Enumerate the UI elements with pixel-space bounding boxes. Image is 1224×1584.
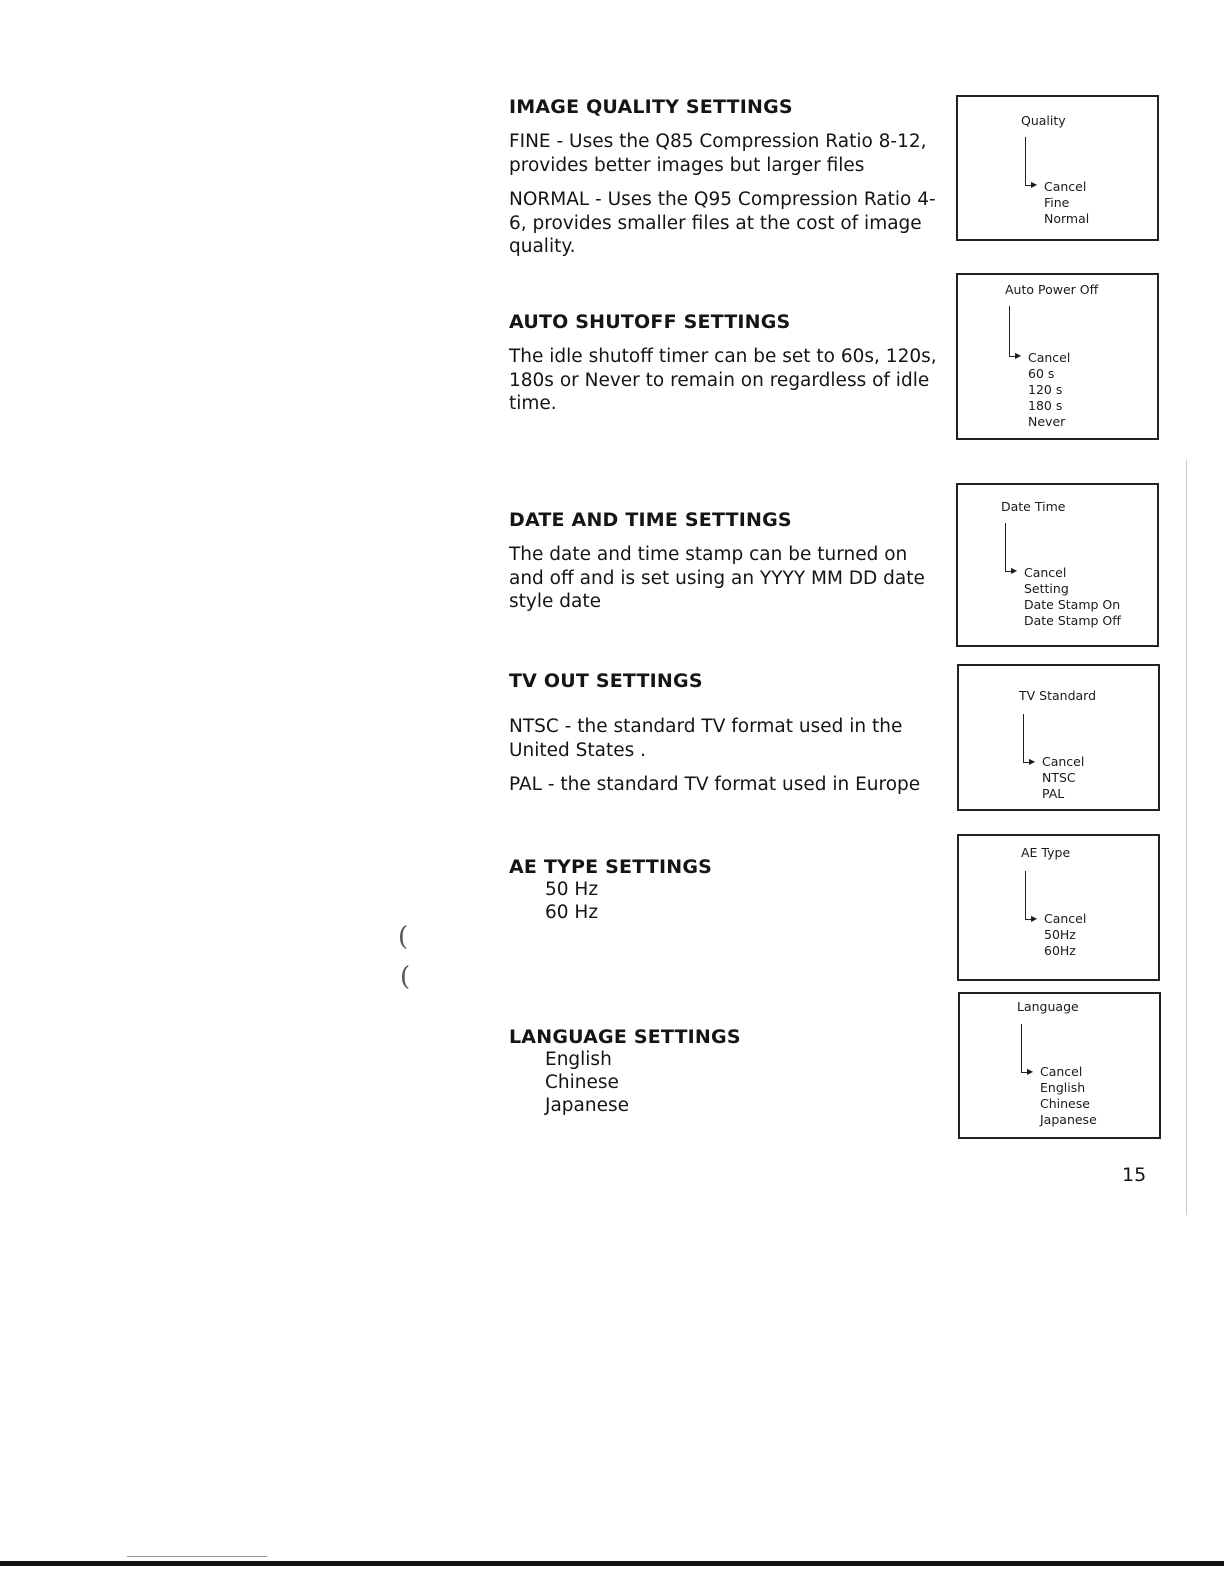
menu-diagram-date-time: [956, 483, 1159, 647]
menu-connector-line: [1005, 523, 1013, 572]
section-paragraph: PAL - the standard TV format used in Europe: [509, 774, 921, 795]
section-heading: TV OUT SETTINGS: [509, 670, 703, 692]
menu-options: [1042, 754, 1084, 802]
menu-option: Never: [1028, 414, 1066, 429]
menu-title: AE Type: [1021, 845, 1071, 860]
list-item: 50 Hz: [545, 879, 599, 900]
menu-option: Cancel: [1028, 350, 1071, 365]
menu-option: Cancel: [1040, 1064, 1083, 1079]
menu-option: NTSC: [1042, 770, 1076, 785]
menu-title: Auto Power Off: [1005, 282, 1099, 297]
menu-connector-line: [1021, 1024, 1029, 1073]
section-paragraph: The idle shutoff timer can be set to 60s, 120s, 180s or Never to remain on regardless of idle time.: [509, 346, 937, 414]
section-paragraph: The date and time stamp can be turned on and off and is set using an YYYY MM DD date style date: [509, 544, 925, 612]
menu-title: TV Standard: [1019, 688, 1097, 703]
menu-diagram-tv-standard: [957, 664, 1160, 811]
margin-mark: (: [400, 962, 411, 992]
menu-option: Date Stamp Off: [1024, 613, 1121, 628]
arrow-right-icon: ▶: [1015, 351, 1022, 360]
section-ae-type: [509, 856, 939, 924]
menu-option: PAL: [1042, 786, 1065, 801]
menu-option: 50Hz: [1044, 927, 1076, 942]
arrow-right-icon: ▶: [1027, 1067, 1034, 1076]
menu-option: Cancel: [1042, 754, 1085, 769]
menu-diagram-language: [958, 992, 1161, 1139]
section-image-quality: [509, 96, 939, 270]
menu-option: 60Hz: [1044, 943, 1076, 958]
menu-options: [1024, 565, 1121, 629]
menu-option: Date Stamp On: [1024, 597, 1121, 612]
menu-option: Cancel: [1024, 565, 1067, 580]
scan-edge-line: [1186, 460, 1187, 1215]
menu-options: [1040, 1064, 1097, 1128]
section-tv-out: [509, 670, 939, 808]
list-item: 60 Hz: [545, 902, 599, 923]
menu-options: [1028, 350, 1070, 430]
section-language: [509, 1026, 939, 1117]
menu-title: Language: [1017, 999, 1079, 1014]
section-heading: DATE AND TIME SETTINGS: [509, 509, 792, 531]
menu-option: Cancel: [1044, 179, 1087, 194]
arrow-right-icon: ▶: [1031, 180, 1038, 189]
section-date-time: [509, 509, 939, 625]
section-heading: AUTO SHUTOFF SETTINGS: [509, 311, 791, 333]
section-heading: IMAGE QUALITY SETTINGS: [509, 96, 793, 118]
section-auto-shutoff: [509, 311, 939, 427]
menu-option: 120 s: [1028, 382, 1063, 397]
menu-options: [1044, 179, 1089, 227]
menu-option: 60 s: [1028, 366, 1055, 381]
list-item: English: [545, 1049, 612, 1070]
menu-connector-line: [1009, 306, 1017, 357]
menu-option: Cancel: [1044, 911, 1087, 926]
menu-title: Date Time: [1001, 499, 1066, 514]
section-heading: AE TYPE SETTINGS: [509, 856, 713, 878]
bottom-rule-thin: [127, 1556, 267, 1557]
margin-mark: (: [398, 922, 409, 952]
menu-diagram-auto-power-off: [956, 273, 1159, 440]
menu-option: Chinese: [1040, 1096, 1090, 1111]
menu-option: Fine: [1044, 195, 1070, 210]
section-paragraph: FINE - Uses the Q85 Compression Ratio 8-12, provides better images but larger files: [509, 131, 927, 176]
page-number: 15: [1122, 1164, 1147, 1186]
menu-option: Setting: [1024, 581, 1069, 596]
bottom-rule: [0, 1561, 1224, 1566]
list-item: Japanese: [545, 1095, 629, 1116]
list-item: Chinese: [545, 1072, 619, 1093]
section-paragraph: NORMAL - Uses the Q95 Compression Ratio 4-6, provides smaller files at the cost of image quality.: [509, 189, 936, 257]
menu-title: Quality: [1021, 113, 1066, 128]
arrow-right-icon: ▶: [1031, 914, 1038, 923]
menu-option: English: [1040, 1080, 1086, 1095]
menu-connector-line: [1025, 137, 1033, 186]
menu-option: Normal: [1044, 211, 1090, 226]
section-paragraph: NTSC - the standard TV format used in the United States .: [509, 716, 903, 761]
menu-diagram-quality: [956, 95, 1159, 241]
menu-diagram-ae-type: [957, 834, 1160, 981]
menu-option: 180 s: [1028, 398, 1063, 413]
menu-connector-line: [1025, 871, 1033, 920]
arrow-right-icon: ▶: [1011, 566, 1018, 575]
menu-options: [1044, 911, 1086, 959]
section-heading: LANGUAGE SETTINGS: [509, 1026, 741, 1048]
menu-option: Japanese: [1040, 1112, 1097, 1127]
arrow-right-icon: ▶: [1029, 757, 1036, 766]
menu-connector-line: [1023, 714, 1031, 763]
